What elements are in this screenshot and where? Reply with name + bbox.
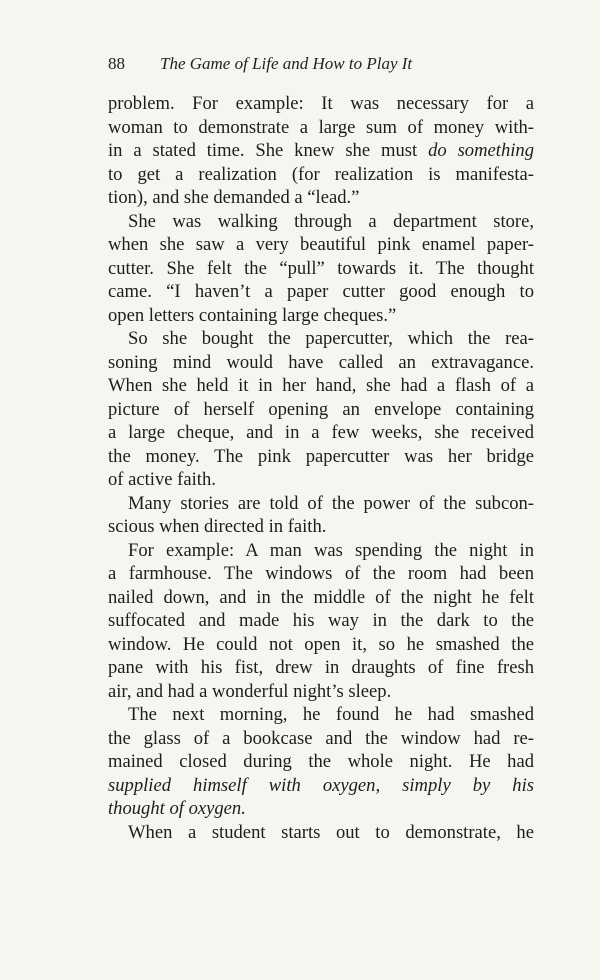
body-text [108, 92, 534, 844]
italic-phrase: do something [428, 140, 534, 161]
text-line: When a student starts out to demonstrate, he [128, 821, 534, 843]
text-line: to get a realization (for realization is manifesta- [108, 163, 534, 185]
text-line: nailed down, and in the middle of the night he felt [108, 586, 534, 608]
text-line: when she saw a very beautiful pink enamel paper- [108, 234, 534, 255]
text-line: She was walking through a department store, [128, 210, 534, 232]
text-line: air, and had a wonderful night’s sleep. [108, 680, 392, 702]
text-line: a farmhouse. The windows of the room had been [108, 563, 534, 584]
page-number: 88 [108, 54, 125, 73]
text-line: window. He could not open it, so he smashed the [108, 633, 534, 655]
text-line: open letters containing large cheques.” [108, 304, 397, 326]
text-line: of active faith. [108, 469, 216, 490]
text-line: problem. For example: It was necessary for a [108, 93, 534, 114]
text-line: pane with his fist, drew in draughts of fine fresh [108, 657, 534, 678]
running-header [108, 54, 412, 74]
text-line: scious when directed in faith. [108, 516, 327, 537]
text-line: woman to demonstrate a large sum of money with- [108, 116, 534, 138]
text-line: came. “I haven’t a paper cutter good enough to [108, 281, 534, 302]
italic-line: thought of oxygen. [108, 798, 246, 819]
text-line [108, 139, 534, 163]
text-segment: in a stated time. She knew she must [108, 140, 418, 161]
text-line: a large cheque, and in a few weeks, she received [108, 422, 534, 443]
text-line: the money. The pink papercutter was her bridge [108, 445, 534, 467]
text-line: picture of herself opening an envelope containing [108, 398, 534, 420]
text-line: Many stories are told of the power of the subcon- [128, 492, 534, 514]
text-line: So she bought the papercutter, which the rea- [128, 328, 534, 349]
text-line: tion), and she demanded a “lead.” [108, 187, 360, 208]
italic-line: supplied himself with oxygen, simply by his [108, 774, 534, 796]
text-line: the glass of a bookcase and the window had re- [108, 727, 534, 749]
book-title: The Game of Life and How to Play It [160, 54, 413, 73]
text-line: cutter. She felt the “pull” towards it. The thought [108, 257, 534, 279]
text-line: soning mind would have called an extravagance. [108, 351, 534, 373]
text-line: The next morning, he found he had smashed [128, 704, 534, 725]
text-line: When she held it in her hand, she had a flash of a [108, 375, 534, 396]
text-line: mained closed during the whole night. He had [108, 751, 534, 772]
text-line: For example: A man was spending the night in [128, 539, 534, 561]
text-line: suffocated and made his way in the dark to the [108, 610, 534, 631]
